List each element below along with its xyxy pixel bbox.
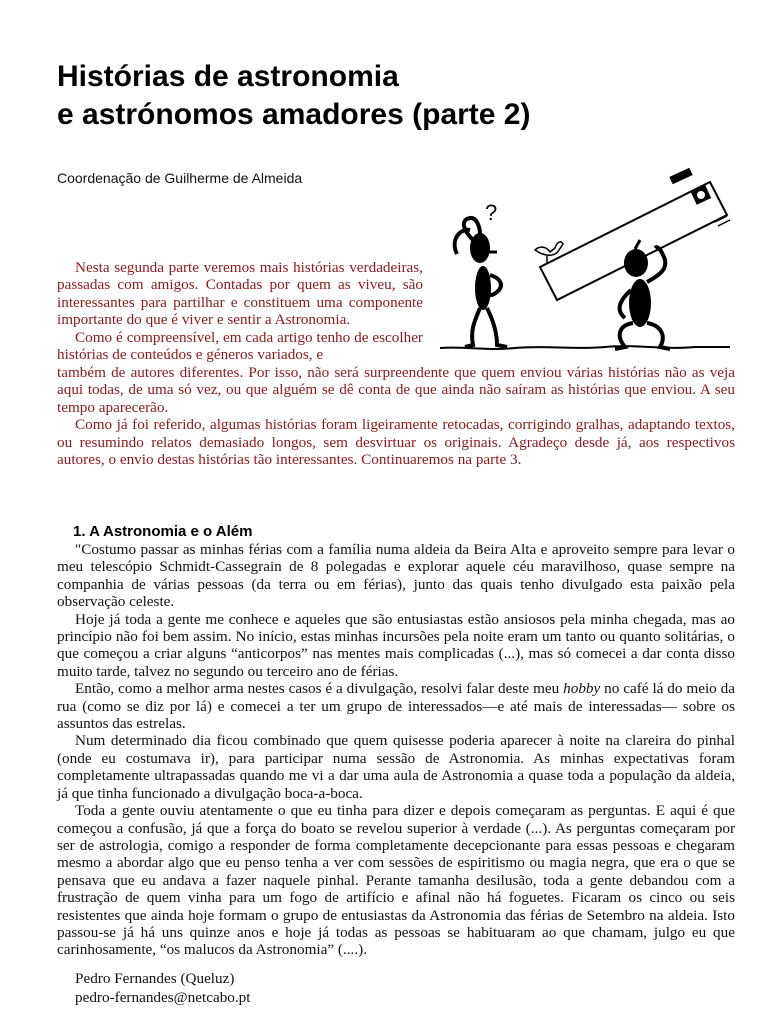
author-name: Pedro Fernandes (Queluz)	[75, 970, 235, 987]
story-paragraph-3	[57, 680, 735, 732]
story-paragraph-3-italic: hobby	[563, 680, 601, 698]
story-paragraph-2: Hoje já toda a gente me conhece e aqueles que são entusiastas estão ansiosos pela minha chegada, mas ao princípio não foi bem assim. No início, estas minhas incursões pela noite eram um tanto ou quanto solitárias, o que começou a criar alguns “anticorpos” nas mentes mais complicadas (...), mas só comecei a dar conta disso muito tarde, talvez no segundo ou terceiro ano de férias.	[57, 610, 735, 680]
story-paragraph-5: Toda a gente ouviu atentamente o que eu tinha para dizer e depois começaram as perguntas. E aqui é que começou a confusão, já que a força do boato se revelou superior à verdade (...). As perguntas começaram por ser de astrologia, comigo a responder de forma completamente decepcionante para essas pessoas e chegaram mesmo a abordar algo que eu penso tenha a ver com sessões de espiritismo ou magia negra, que era o que se pensava que eu andava a fazer naquele pinhal. Perante tamanha desilusão, toda a gente debandou com a frustração de quem vinha para um fogo de artifício e afinal não há foguetes. Ficaram os cinco ou seis resistentes que ainda hoje formam o grupo de entusiastas da Astronomia das férias de Setembro na aldeia. Isto passou-se já há uns quinze anos e hoje já todas as pessoas se habituaram ao que chamam, julgo eu que carinhosamente, “os malucos da Astronomia” (....).	[57, 802, 735, 959]
story-body	[57, 541, 735, 959]
byline: Coordenação de Guilherme de Almeida	[57, 170, 303, 186]
section-heading: 1. A Astronomia e o Além	[73, 523, 253, 540]
puzzled-man-figure	[455, 200, 507, 347]
author-signature	[75, 969, 251, 1007]
story-paragraph-3-after: no café lá do meio da rua (como se diz por lá) e comecei a ter um grupo de interessados—e até mais de interessadas— sobre os assuntos das estrelas.	[57, 680, 735, 733]
title-line-1: Histórias de astronomia	[57, 60, 399, 93]
ground-line	[440, 346, 730, 349]
intro-paragraph-1: Nesta segunda parte veremos mais histórias verdadeiras, passadas com amigos. Contadas por quem as viveu, são interessantes para partilhar e constituem uma componente importante do que é viver e sentir a Astronomia.	[57, 259, 423, 329]
story-paragraph-3-before: Então, como a melhor arma nestes casos é a divulgação, resolvi falar deste meu	[75, 680, 564, 698]
story-paragraph-4: Num determinado dia ficou combinado que quem quisesse poderia aparecer à noite na clareira do pinhal (onde eu costumava ir), para participar numa sessão de Astronomia. As minhas expectativas foram completamente ultrapassadas quando me vi a dar uma aula de Astronomia a quase toda a população da aldeia, já que tinha funcionado a divulgação boca-a-boca.	[57, 732, 735, 802]
story-paragraph-1: "Costumo passar as minhas férias com a família numa aldeia da Beira Alta e aproveito sempre para levar o meu telescópio Schmidt-Cassegrain de 8 polegadas e explorar aquele céu maravilhoso, quase sempre na companhia de várias pessoas (da terra ou em férias), junto das quais tenho divulgado esta paixão pela observação celeste.	[57, 541, 735, 611]
telescope-tube	[540, 168, 730, 300]
title-line-2: e astrónomos amadores (parte 2)	[57, 98, 531, 131]
intro-paragraph-3: Como já foi referido, algumas histórias foram ligeiramente retocadas, corrigindo gralhas, adaptando textos, ou resumindo relatos demasiado longos, sem desvirtuar os originais. Agradeço desde já, aos respectivos autores, o envio destas histórias tão interessantes. Continuaremos na parte 3.	[57, 416, 735, 469]
astronomers-cartoon-illustration	[435, 160, 735, 360]
intro-paragraph-2-end: também de autores diferentes. Por isso, não será surpreendente que quem enviou várias histórias não as veja aqui todas, de uma só vez, ou que alguém se dê conta de que ainda não saíram as histórias que enviou. A seu tempo aparecerão.	[57, 364, 735, 416]
article-title	[57, 58, 530, 134]
question-mark: ?	[485, 200, 498, 225]
author-email[interactable]: pedro-fernandes@netcabo.pt	[75, 989, 251, 1006]
intro-paragraph-2-start: Como é compreensível, em cada artigo tenho de escolher histórias de conteúdos e géneros variados, e	[57, 329, 423, 364]
